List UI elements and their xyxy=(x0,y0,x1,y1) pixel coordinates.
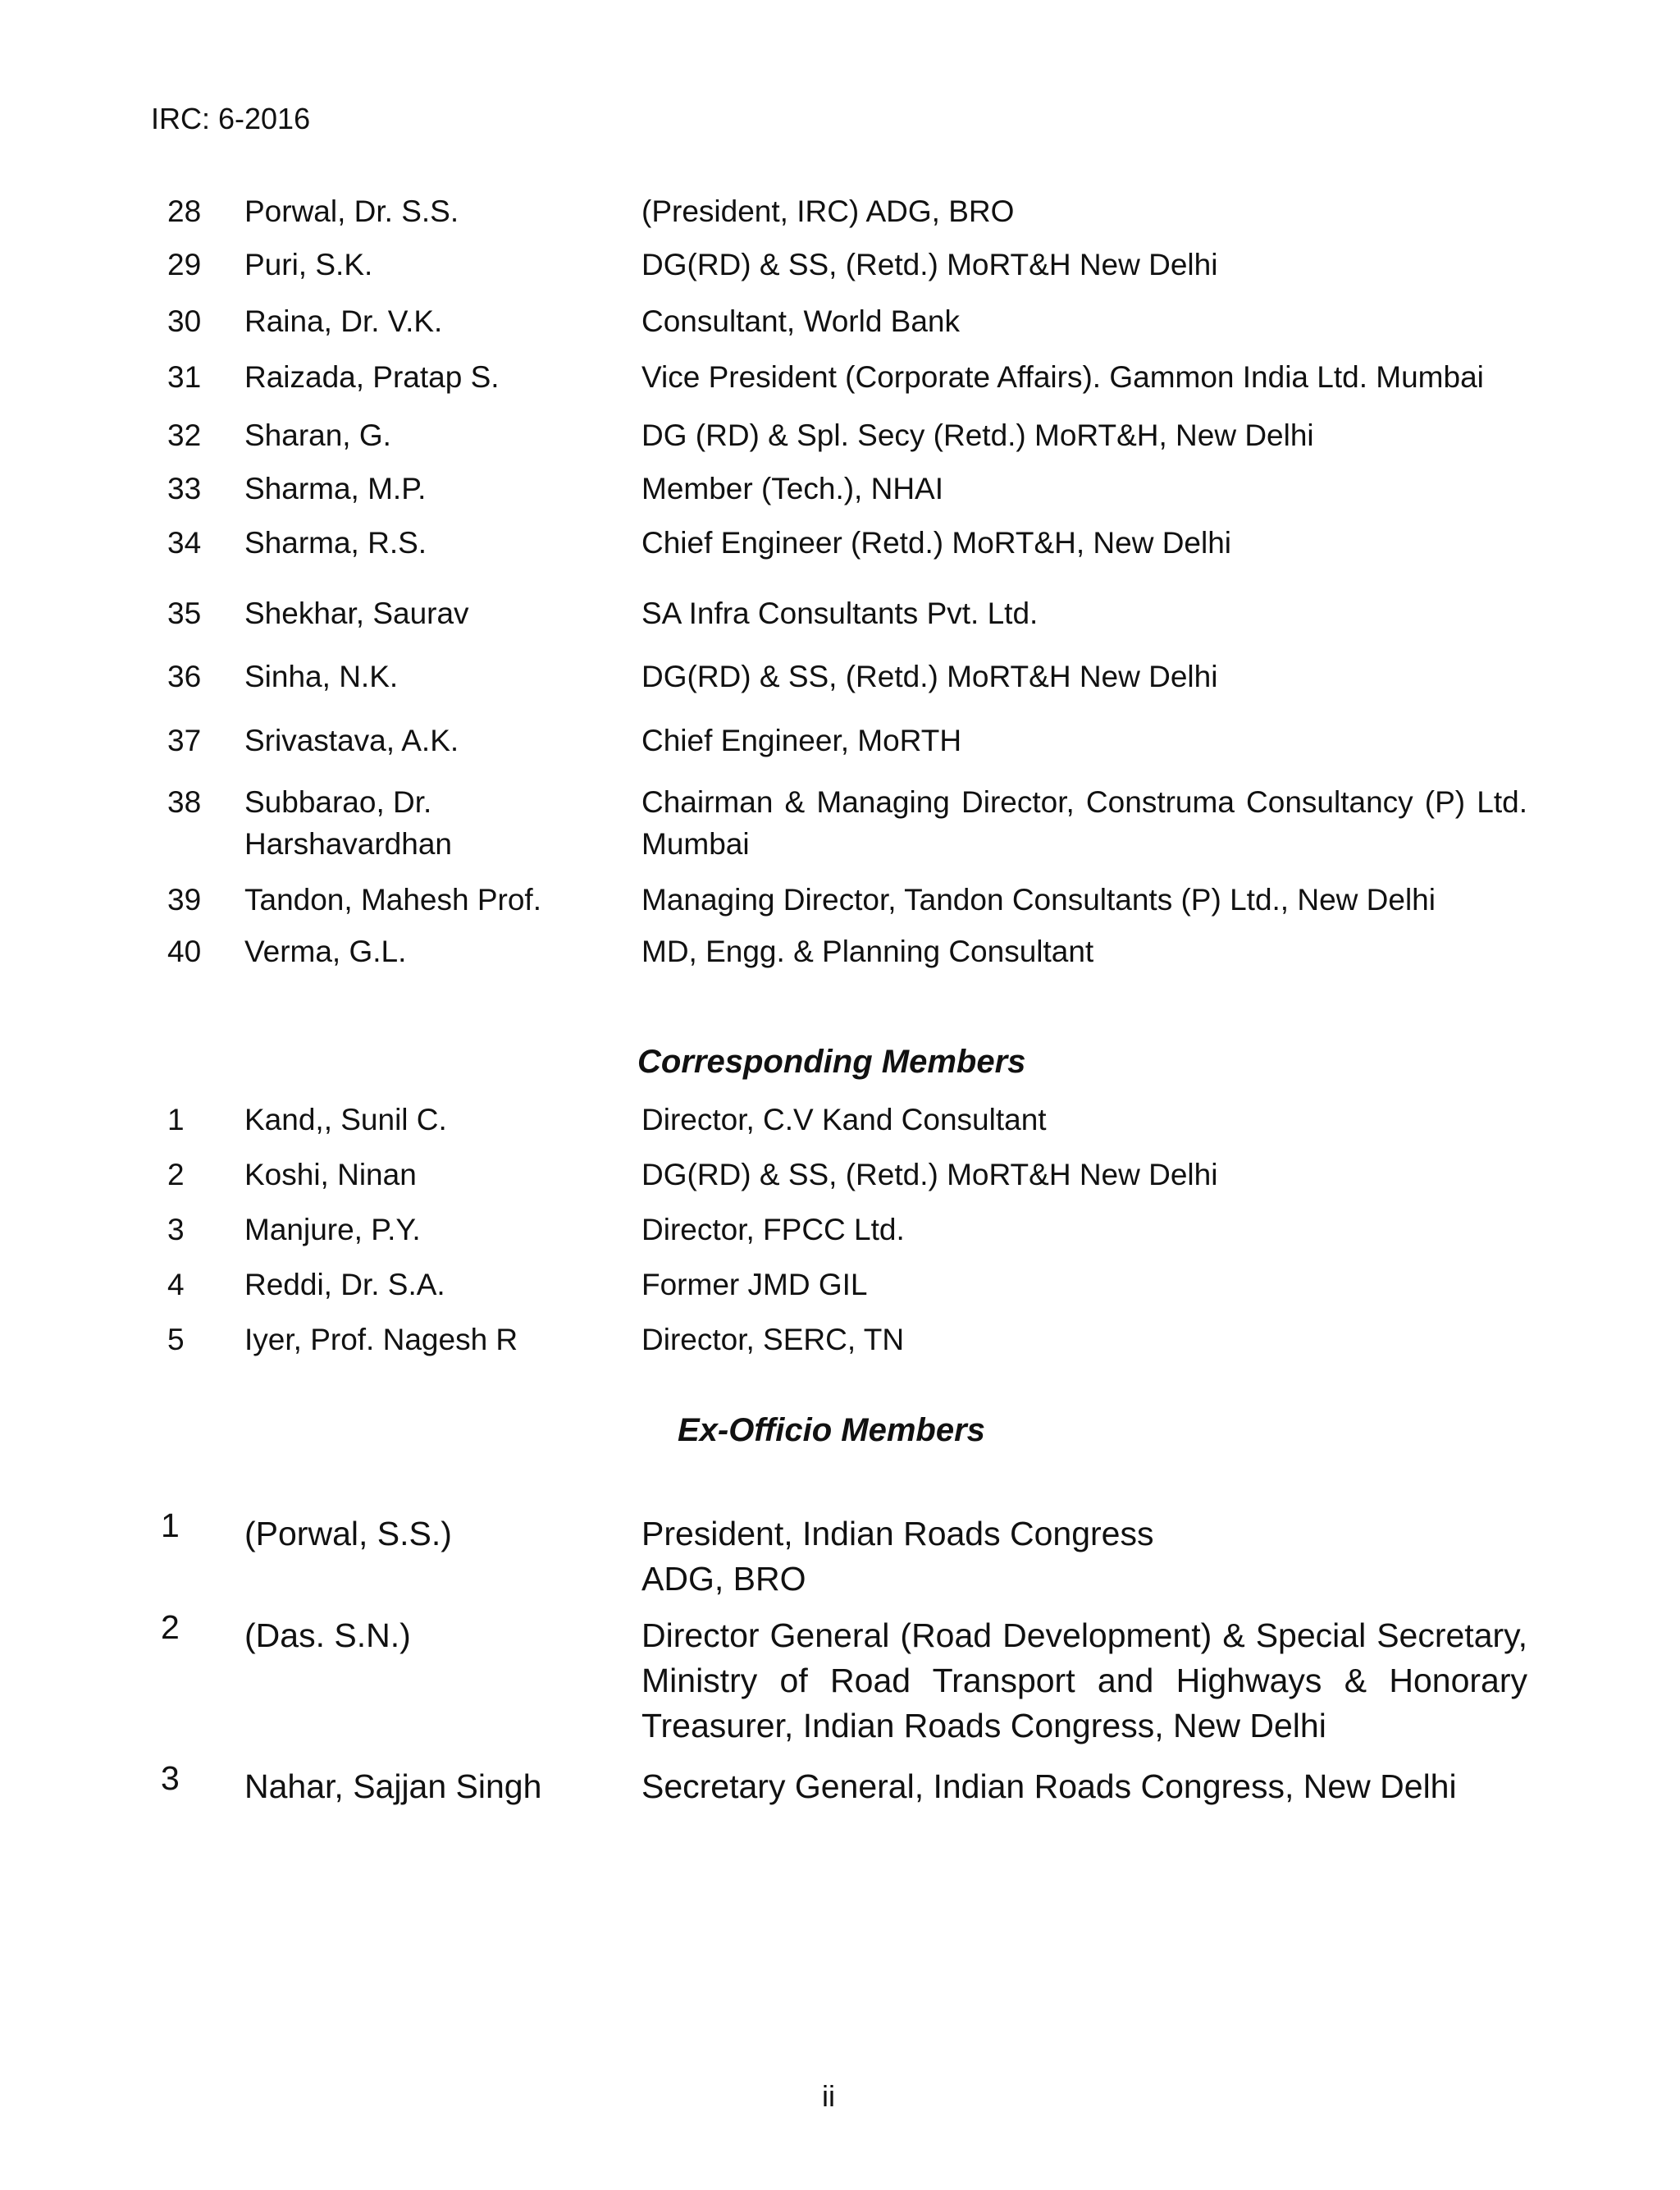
member-name: Porwal, Dr. S.S. xyxy=(244,194,459,228)
member-name: Kand,, Sunil C. xyxy=(244,1103,447,1136)
member-affiliation: Former JMD GIL xyxy=(641,1268,868,1301)
member-name: Sharma, M.P. xyxy=(244,472,427,505)
member-name: Nahar, Sajjan Singh xyxy=(244,1767,542,1805)
member-name: Sharma, R.S. xyxy=(244,526,427,560)
ex-officio-members-heading: Ex-Officio Members xyxy=(678,1412,985,1448)
corresponding-members-heading: Corresponding Members xyxy=(637,1044,1026,1080)
member-affiliation: Secretary General, Indian Roads Congress, New Delhi xyxy=(641,1767,1457,1805)
member-affiliation: Member (Tech.), NHAI xyxy=(641,472,944,505)
member-name: (Porwal, S.S.) xyxy=(244,1515,452,1552)
member-name: Tandon, Mahesh Prof. xyxy=(244,883,541,917)
member-name: Subbarao, Dr. Harshavardhan xyxy=(244,785,452,861)
member-number: 34 xyxy=(167,526,202,560)
member-affiliation: Director, FPCC Ltd. xyxy=(641,1213,905,1246)
member-affiliation: Chief Engineer, MoRTH xyxy=(641,724,962,757)
member-affiliation: DG(RD) & SS, (Retd.) MoRT&H New Delhi xyxy=(641,248,1218,281)
member-number: 3 xyxy=(167,1213,185,1246)
member-name: Raizada, Pratap S. xyxy=(244,360,500,394)
member-name: Sinha, N.K. xyxy=(244,660,399,693)
member-affiliation: DG(RD) & SS, (Retd.) MoRT&H New Delhi xyxy=(641,1158,1218,1191)
member-affiliation: Director, C.V Kand Consultant xyxy=(641,1103,1047,1136)
member-affiliation: Chief Engineer (Retd.) MoRT&H, New Delhi xyxy=(641,526,1232,560)
member-number: 32 xyxy=(167,418,202,452)
member-affiliation: Vice President (Corporate Affairs). Gammon India Ltd. Mumbai xyxy=(641,360,1484,394)
member-affiliation: Director General (Road Development) & Special Secretary, Ministry of Road Transport and Highways & Honorary Treasurer, Indian Roads Congress, New Delhi xyxy=(641,1616,1527,1744)
member-number: 1 xyxy=(167,1103,185,1136)
member-name: Sharan, G. xyxy=(244,418,391,452)
member-number: 39 xyxy=(167,883,202,917)
member-number: 38 xyxy=(167,785,202,819)
member-name: Raina, Dr. V.K. xyxy=(244,304,443,338)
member-number: 29 xyxy=(167,248,202,281)
member-name: Shekhar, Saurav xyxy=(244,597,469,630)
member-number: 2 xyxy=(161,1608,180,1646)
member-affiliation: MD, Engg. & Planning Consultant xyxy=(641,935,1094,968)
member-name: Iyer, Prof. Nagesh R xyxy=(244,1323,518,1356)
member-number: 31 xyxy=(167,360,202,394)
member-affiliation: Managing Director, Tandon Consultants (P) Ltd., New Delhi xyxy=(641,883,1436,917)
member-affiliation xyxy=(641,1511,1527,1602)
member-number: 33 xyxy=(167,472,202,505)
member-number: 2 xyxy=(167,1158,185,1191)
member-affiliation: Chairman & Managing Director, Construma Consultancy (P) Ltd. Mumbai xyxy=(641,785,1527,861)
member-number: 40 xyxy=(167,935,202,968)
member-number: 3 xyxy=(161,1759,180,1797)
member-number: 4 xyxy=(167,1268,185,1301)
member-name: (Das. S.N.) xyxy=(244,1616,411,1654)
member-name: Srivastava, A.K. xyxy=(244,724,459,757)
member-name: Koshi, Ninan xyxy=(244,1158,417,1191)
member-name: Reddi, Dr. S.A. xyxy=(244,1268,445,1301)
member-affiliation: SA Infra Consultants Pvt. Ltd. xyxy=(641,597,1039,630)
member-number: 35 xyxy=(167,597,202,630)
member-name: Puri, S.K. xyxy=(244,248,373,281)
member-name: Manjure, P.Y. xyxy=(244,1213,421,1246)
member-affiliation: Consultant, World Bank xyxy=(641,304,961,338)
affiliation-line: ADG, BRO xyxy=(641,1560,806,1598)
member-number: 37 xyxy=(167,724,202,757)
member-name: Verma, G.L. xyxy=(244,935,407,968)
member-number: 36 xyxy=(167,660,202,693)
member-number: 5 xyxy=(167,1323,185,1356)
member-affiliation: Director, SERC, TN xyxy=(641,1323,905,1356)
member-affiliation: (President, IRC) ADG, BRO xyxy=(641,194,1015,228)
member-number: 30 xyxy=(167,304,202,338)
member-affiliation: DG (RD) & Spl. Secy (Retd.) MoRT&H, New Delhi xyxy=(641,418,1314,452)
member-affiliation: DG(RD) & SS, (Retd.) MoRT&H New Delhi xyxy=(641,660,1218,693)
affiliation-line: President, Indian Roads Congress xyxy=(641,1515,1154,1552)
member-number: 28 xyxy=(167,194,202,228)
page-number: ii xyxy=(822,2079,835,2113)
member-number: 1 xyxy=(161,1506,180,1544)
document-code: IRC: 6-2016 xyxy=(151,102,311,135)
